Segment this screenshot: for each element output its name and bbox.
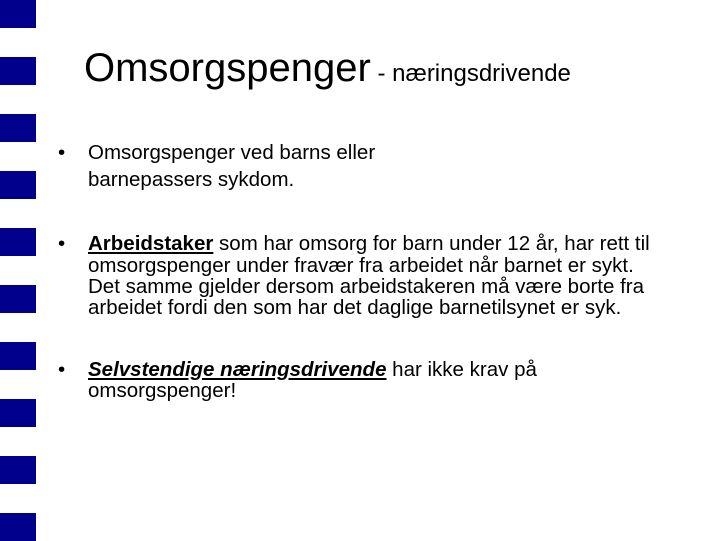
slide-title	[84, 48, 571, 88]
bullet-item	[58, 140, 658, 193]
side-strip-block	[0, 228, 36, 256]
bullet-list	[58, 140, 658, 401]
title-subtitle: - næringsdrivende	[370, 60, 571, 87]
bullet-text: Omsorgspenger ved barns eller barnepassers sykdom.	[88, 141, 376, 191]
title-main: Omsorgspenger	[84, 46, 371, 90]
side-decoration-strip	[0, 0, 36, 540]
side-strip-block	[0, 114, 36, 142]
side-strip-block	[0, 0, 36, 28]
bullet-item	[58, 233, 658, 318]
bullet-text: som har omsorg for barn under 12 år, har rett til omsorgspenger under fravær fra arbeidet når barnet er sykt. Det samme gjelder dersom arbeidstakeren må være borte fra arbeidet fordi den som har det daglige barnetilsynet er syk.	[88, 232, 650, 320]
side-strip-block	[0, 285, 36, 313]
side-strip-block	[0, 57, 36, 85]
bullet-emphasis: Selvstendige næringsdrivende	[88, 357, 387, 381]
bullet-marker: •	[58, 357, 66, 381]
bullet-marker: •	[58, 141, 66, 164]
bullet-emphasis: Arbeidstaker	[88, 232, 214, 256]
side-strip-block	[0, 342, 36, 370]
side-strip-block	[0, 456, 36, 484]
bullet-item	[58, 359, 658, 402]
side-strip-block	[0, 171, 36, 199]
side-strip-block	[0, 399, 36, 427]
bullet-marker: •	[58, 232, 66, 256]
side-strip-block	[0, 513, 36, 541]
bullet-text: har ikke krav på omsorgspenger!	[88, 357, 537, 402]
